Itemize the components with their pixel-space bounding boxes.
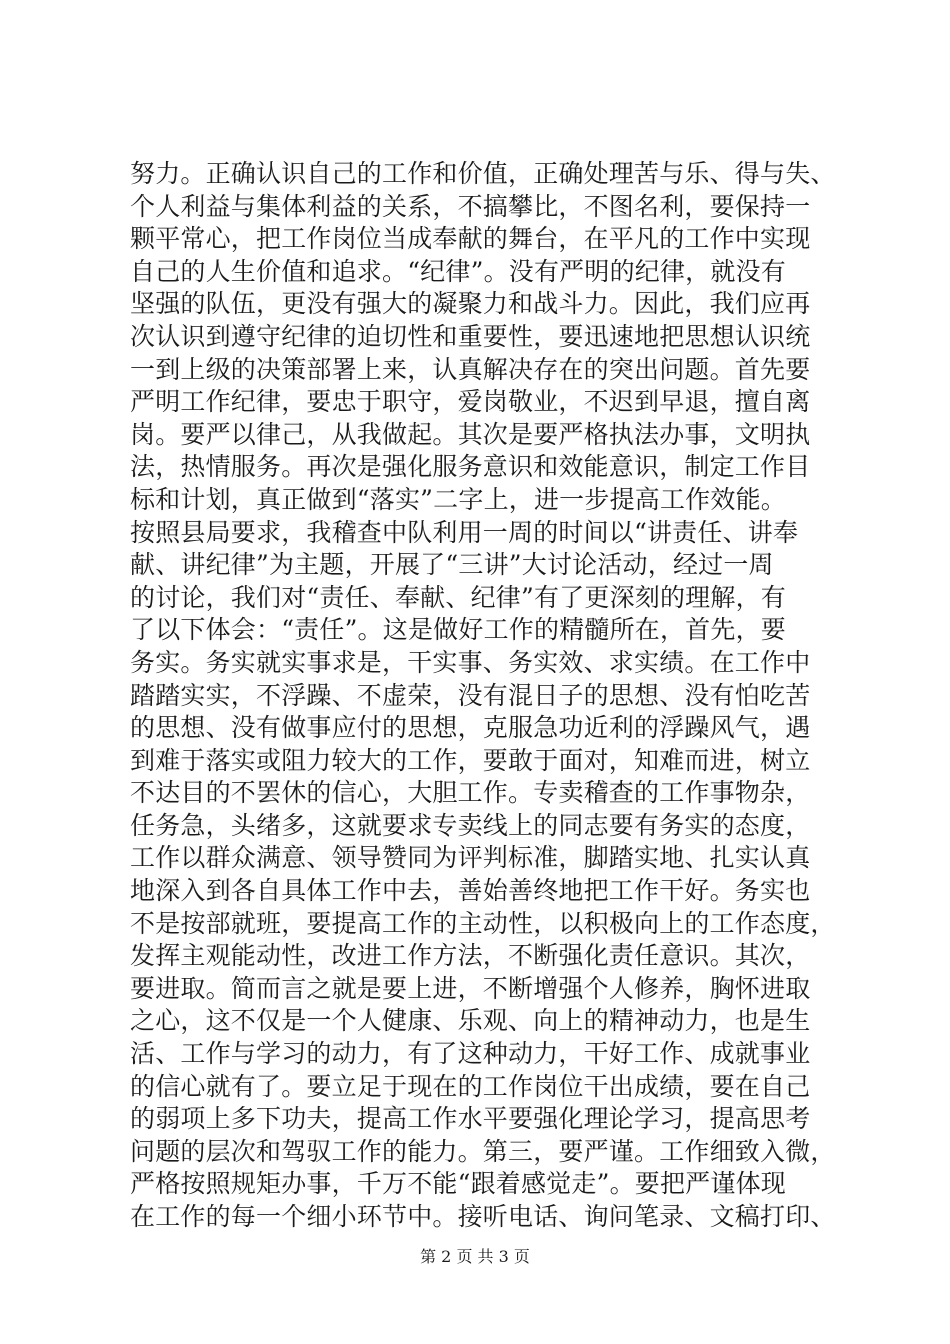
- text-line: 踏踏实实，不浮躁、不虚荣，没有混日子的思想、没有怕吃苦: [130, 680, 811, 710]
- text-line: 严格按照规矩办事，千万不能“跟着感觉走”。要把严谨体现: [130, 1169, 786, 1199]
- text-line: 之心，这不仅是一个人健康、乐观、向上的精神动力，也是生: [130, 1006, 811, 1036]
- text-line: 坚强的队伍，更没有强大的凝聚力和战斗力。因此，我们应再: [130, 289, 811, 319]
- text-line: 到难于落实或阻力较大的工作，要敢于面对，知难而进，树立: [130, 745, 811, 775]
- text-line: 颗平常心，把工作岗位当成奉献的舞台，在平凡的工作中实现: [130, 224, 811, 254]
- text-line: 自己的人生价值和追求。“纪律”。没有严明的纪律，就没有: [130, 256, 786, 286]
- text-line: 在工作的每一个细小环节中。接听电话、询问笔录、文稿打印、: [130, 1202, 836, 1231]
- text-line: 不是按部就班，要提高工作的主动性，以积极向上的工作态度，: [130, 908, 836, 938]
- text-line: 次认识到遵守纪律的迫切性和重要性，要迅速地把思想认识统: [130, 321, 811, 351]
- text-line: 活、工作与学习的动力，有了这种动力，干好工作、成就事业: [130, 1039, 811, 1069]
- text-line: 的思想、没有做事应付的思想，克服急功近利的浮躁风气，遇: [130, 713, 811, 743]
- text-line: 一到上级的决策部署上来，认真解决存在的突出问题。首先要: [130, 354, 811, 384]
- text-line: 严明工作纪律，要忠于职守，爱岗敬业，不迟到早退，擅自离: [130, 387, 811, 417]
- text-line: 努力。正确认识自己的工作和价值，正确处理苦与乐、得与失、: [130, 159, 836, 188]
- text-line: 的讨论，我们对“责任、奉献、纪律”有了更深刻的理解，有: [130, 582, 786, 612]
- text-line: 法，热情服务。再次是强化服务意识和效能意识，制定工作目: [130, 452, 811, 482]
- text-line: 个人利益与集体利益的关系，不搞攀比，不图名利，要保持一: [130, 191, 811, 221]
- text-line: 工作以群众满意、领导赞同为评判标准，脚踏实地、扎实认真: [130, 843, 811, 873]
- text-line: 发挥主观能动性，改进工作方法，不断强化责任意识。其次，: [130, 941, 811, 971]
- text-line: 标和计划，真正做到“落实”二字上，进一步提高工作效能。: [130, 484, 786, 514]
- text-line: 地深入到各自具体工作中去，善始善终地把工作干好。务实也: [130, 876, 811, 906]
- page-number-footer: 第 2 页 共 3 页: [420, 1247, 530, 1266]
- text-line: 的弱项上多下功夫，提高工作水平要强化理论学习，提高思考: [130, 1104, 811, 1134]
- text-line: 务实。务实就实事求是，干实事、务实效、求实绩。在工作中: [130, 647, 811, 677]
- text-line: 任务急，头绪多，这就要求专卖线上的同志要有务实的态度，: [130, 810, 811, 840]
- text-line: 献、讲纪律”为主题，开展了“三讲”大讨论活动，经过一周: [130, 550, 774, 580]
- text-line: 问题的层次和驾驭工作的能力。第三，要严谨。工作细致入微，: [130, 1136, 836, 1166]
- text-line: 要进取。简而言之就是要上进，不断增强个人修养，胸怀进取: [130, 973, 811, 1003]
- body-text: [130, 158, 836, 1234]
- text-line: 不达目的不罢休的信心，大胆工作。专卖稽查的工作事物杂，: [130, 778, 811, 808]
- text-line: 了以下体会：“责任”。这是做好工作的精髓所在，首先，要: [130, 615, 786, 645]
- text-line: 按照县局要求，我稽查中队利用一周的时间以“讲责任、讲奉: [130, 517, 799, 547]
- text-line: 的信心就有了。要立足于现在的工作岗位干出成绩，要在自己: [130, 1071, 811, 1101]
- text-line: 岗。要严以律己，从我做起。其次是要严格执法办事，文明执: [130, 419, 811, 449]
